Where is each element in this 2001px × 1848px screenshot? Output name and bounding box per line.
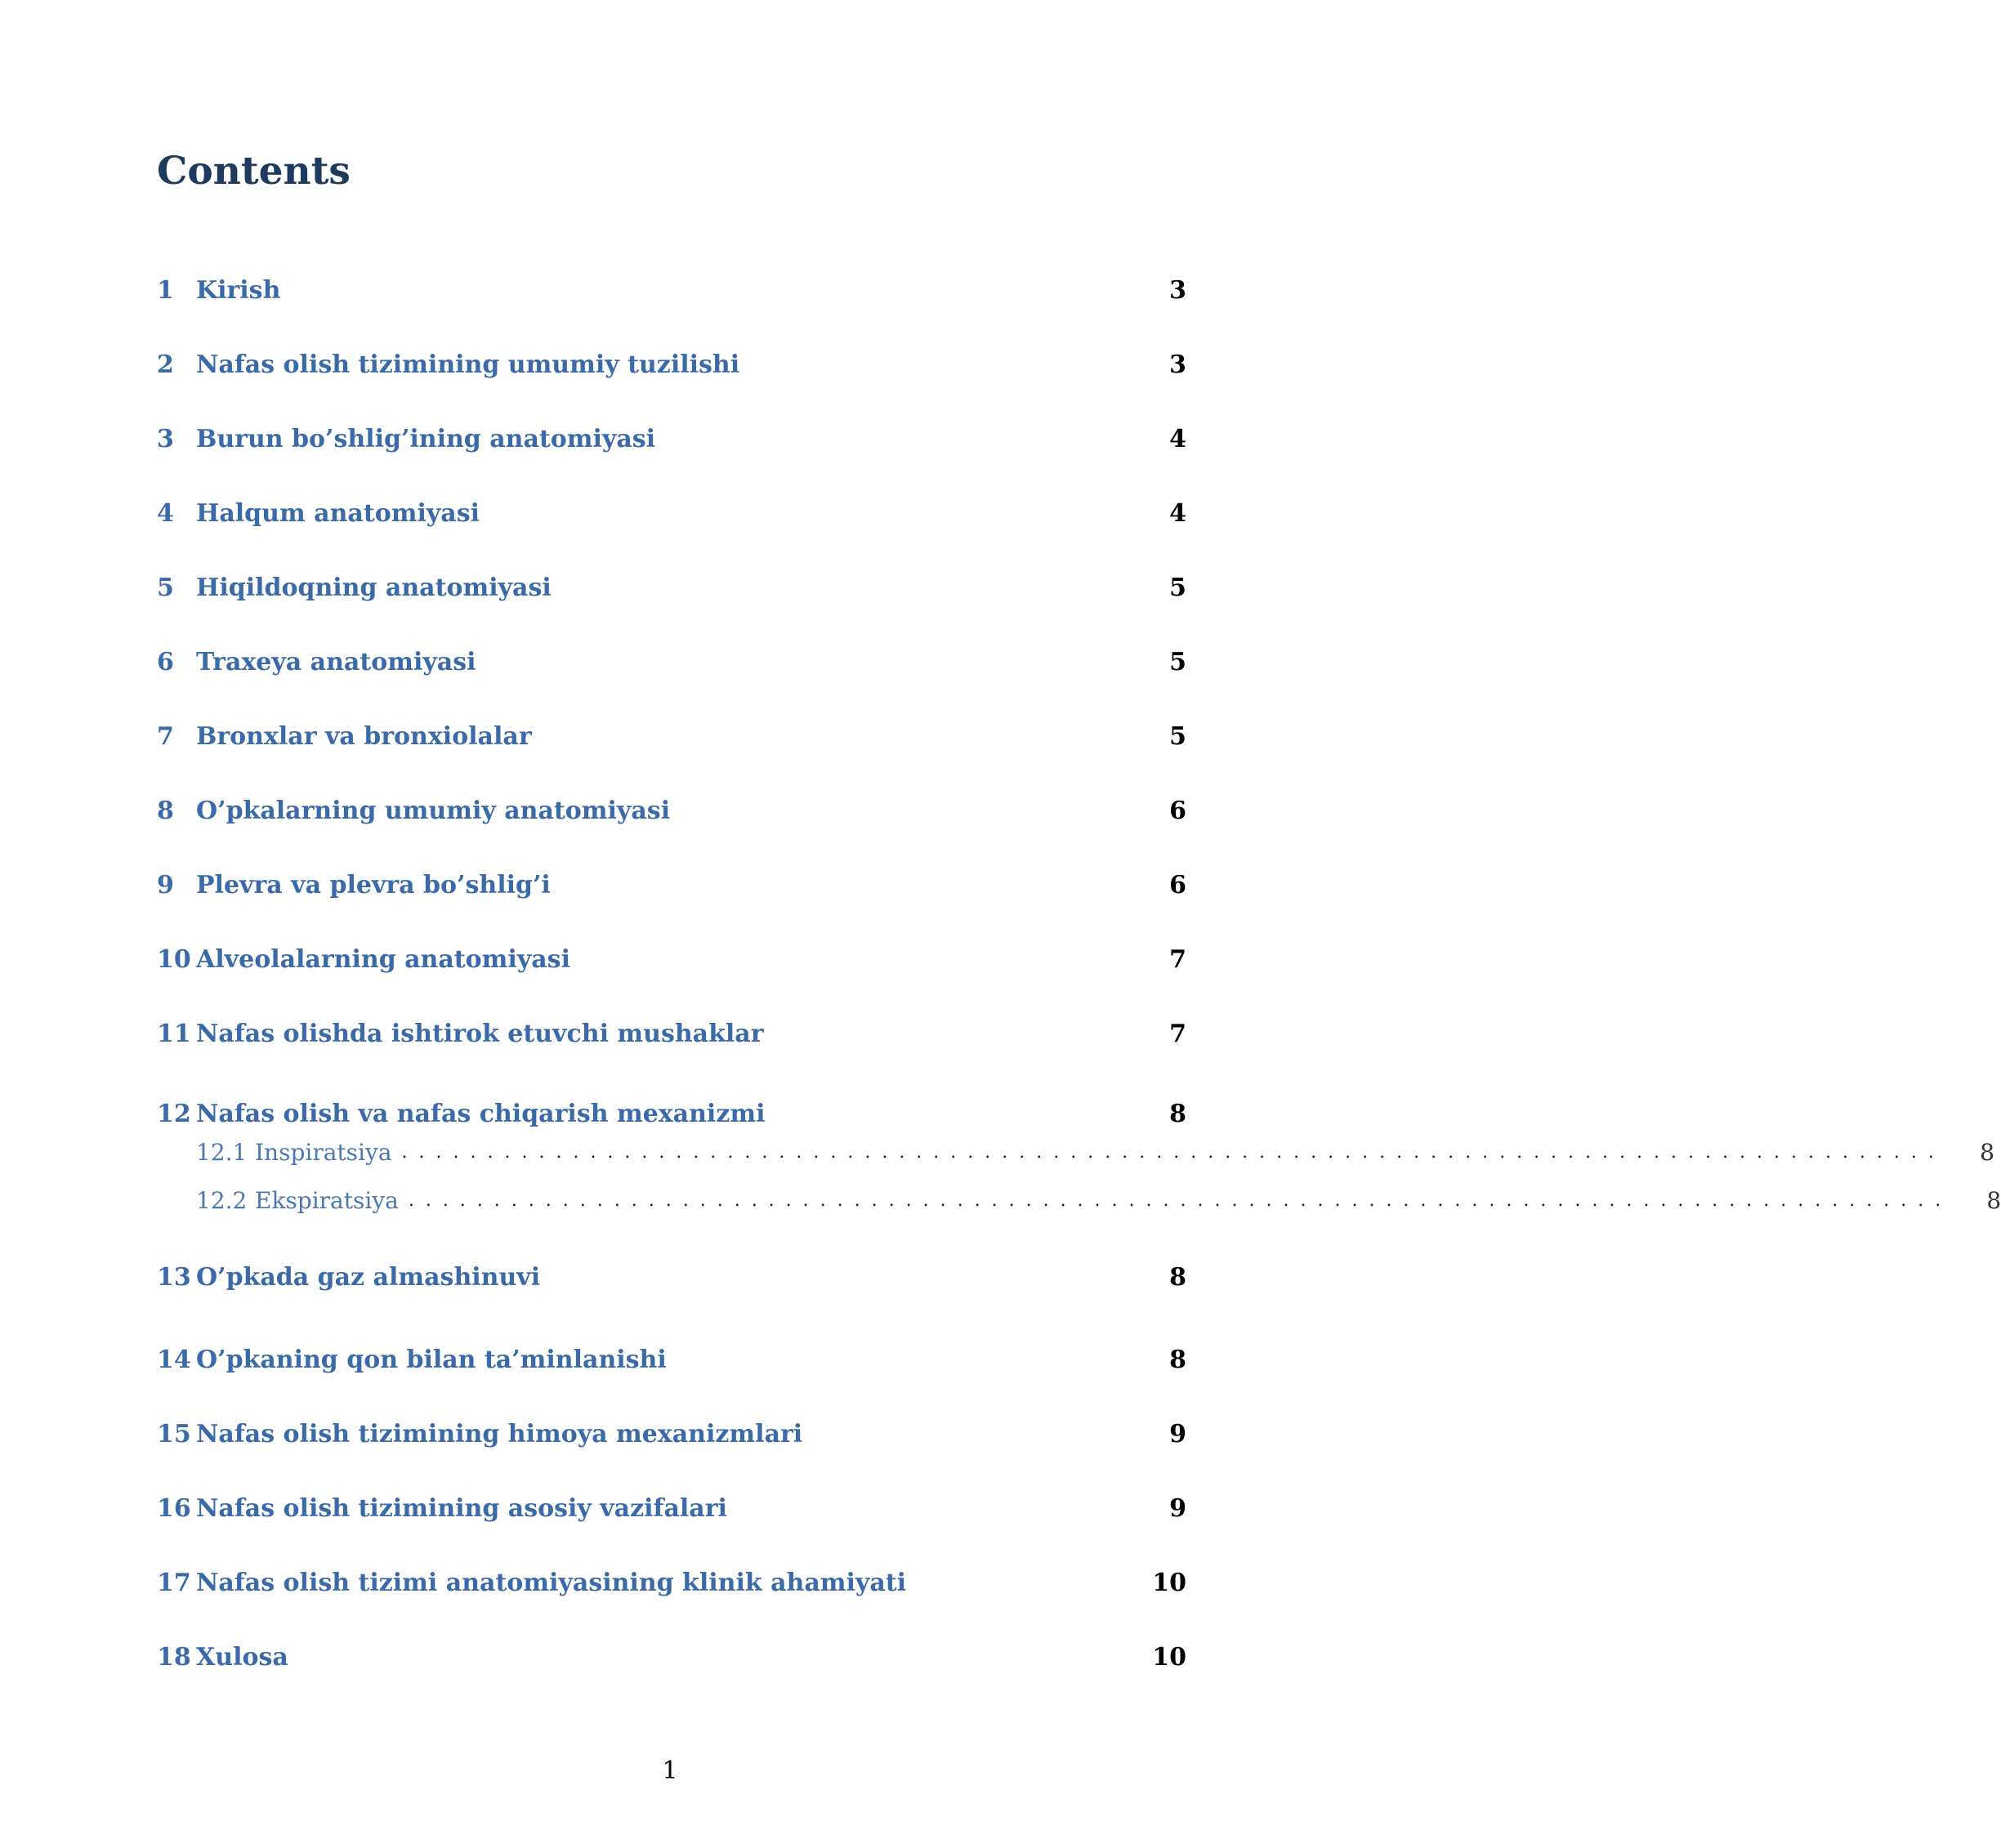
toc-entry-title[interactable]: Xulosa (196, 1643, 288, 1672)
toc-entry-title[interactable]: Burun bo’shlig’ining anatomiyasi (196, 425, 656, 453)
toc-entry-7[interactable] (157, 699, 1186, 774)
toc-entry-title[interactable]: Nafas olishda ishtirok etuvchi mushaklar (196, 1020, 764, 1048)
toc-entry-number: 1 (157, 276, 174, 305)
toc-entry-number: 8 (157, 797, 174, 825)
toc-entry-page: 4 (1169, 425, 1186, 453)
toc-entry-11[interactable] (157, 997, 1186, 1071)
toc-entry-number: 18 (157, 1643, 191, 1672)
dot-leader: .......................................................................................... (408, 1190, 1953, 1211)
toc-entry-number: 13 (157, 1262, 191, 1292)
toc-entry-title[interactable]: Kirish (196, 276, 281, 305)
toc-entry-number: 5 (157, 574, 174, 602)
toc-entry-number: 10 (157, 945, 191, 974)
toc-entry-number: 4 (157, 499, 174, 528)
toc-entry-number: 6 (157, 648, 174, 676)
toc-entry-18[interactable] (157, 1620, 1186, 1694)
toc-entry-title[interactable]: O’pkada gaz almashinuvi (196, 1262, 541, 1292)
toc-entry-4[interactable] (157, 476, 1186, 551)
toc-entry-12[interactable] (157, 1071, 1186, 1128)
toc-subentry-title[interactable]: Ekspiratsiya (255, 1187, 399, 1214)
dot-leader: .......................................................................................... (401, 1142, 1945, 1163)
toc-entry-17[interactable] (157, 1546, 1186, 1620)
toc-entry-title[interactable]: Hiqildoqning anatomiyasi (196, 574, 552, 602)
toc-entry-page: 7 (1169, 945, 1186, 974)
toc-entry-page: 9 (1169, 1420, 1186, 1448)
toc-entry-16[interactable] (157, 1471, 1186, 1546)
toc-entry-page: 8 (1169, 1100, 1186, 1128)
toc-entry-6[interactable] (157, 625, 1186, 699)
toc-entry-5[interactable] (157, 551, 1186, 625)
toc-entry-title[interactable]: Halqum anatomiyasi (196, 499, 480, 528)
toc-entry-number: 11 (157, 1020, 191, 1048)
toc-entry-page: 4 (1169, 499, 1186, 528)
toc-entry-1[interactable] (157, 253, 1186, 328)
toc-entry-number: 15 (157, 1420, 191, 1448)
toc-entry-number: 16 (157, 1494, 191, 1523)
toc-entry-2[interactable] (157, 328, 1186, 402)
toc-entry-page: 6 (1169, 871, 1186, 899)
toc-entry-title[interactable]: Nafas olish va nafas chiqarish mexanizmi (196, 1100, 766, 1128)
toc-entry-9[interactable] (157, 848, 1186, 922)
toc-entry-page: 3 (1169, 350, 1186, 379)
toc-entry-title[interactable]: O’pkaning qon bilan ta’minlanishi (196, 1346, 667, 1374)
toc-subentry-page: 8 (1986, 1187, 2001, 1214)
toc-entry-number: 9 (157, 871, 174, 899)
toc-entry-number: 3 (157, 425, 174, 453)
table-of-contents (157, 253, 2001, 1694)
toc-entry-15[interactable] (157, 1397, 1186, 1471)
toc-entry-10[interactable] (157, 922, 1186, 997)
toc-entry-13[interactable] (157, 1225, 1186, 1323)
toc-entry-title[interactable]: Nafas olish tizimi anatomiyasining klinik ahamiyati (196, 1569, 907, 1597)
toc-entry-page: 3 (1169, 276, 1186, 305)
toc-entry-page: 5 (1169, 574, 1186, 602)
toc-entry-number: 12 (157, 1100, 191, 1128)
toc-entry-page: 7 (1169, 1020, 1186, 1048)
toc-subentry-page: 8 (1980, 1139, 1994, 1166)
toc-entry-3[interactable] (157, 402, 1186, 476)
toc-entry-title[interactable]: Nafas olish tizimining umumiy tuzilishi (196, 350, 740, 379)
toc-entry-number: 2 (157, 350, 174, 379)
toc-subentry-12-2[interactable] (157, 1176, 2001, 1225)
toc-entry-page: 5 (1169, 722, 1186, 751)
page-number: 1 (662, 1756, 678, 1785)
toc-entry-page: 8 (1169, 1346, 1186, 1374)
toc-entry-14[interactable] (157, 1323, 1186, 1397)
toc-entry-number: 17 (157, 1569, 191, 1597)
toc-entry-title[interactable]: O’pkalarning umumiy anatomiyasi (196, 797, 671, 825)
toc-subentry-number: 12.1 (196, 1139, 248, 1166)
toc-entry-page: 5 (1169, 648, 1186, 676)
toc-entry-title[interactable]: Plevra va plevra bo’shlig’i (196, 871, 551, 899)
toc-entry-8[interactable] (157, 774, 1186, 848)
toc-subentry-12-1[interactable] (157, 1128, 1994, 1176)
toc-entry-page: 8 (1169, 1262, 1186, 1292)
page-title: Contents (157, 149, 351, 194)
toc-entry-title[interactable]: Bronxlar va bronxiolalar (196, 722, 532, 751)
toc-entry-page: 9 (1169, 1494, 1186, 1523)
toc-entry-title[interactable]: Nafas olish tizimining himoya mexanizmlari (196, 1420, 803, 1448)
toc-entry-page: 10 (1152, 1569, 1186, 1597)
toc-entry-number: 14 (157, 1346, 191, 1374)
toc-entry-number: 7 (157, 722, 174, 751)
toc-entry-page: 10 (1152, 1643, 1186, 1672)
toc-subentry-title[interactable]: Inspiratsiya (255, 1139, 392, 1166)
toc-entry-title[interactable]: Alveolalarning anatomiyasi (196, 945, 570, 974)
toc-entry-title[interactable]: Nafas olish tizimining asosiy vazifalari (196, 1494, 727, 1523)
toc-subentry-number: 12.2 (196, 1187, 248, 1214)
toc-entry-title[interactable]: Traxeya anatomiyasi (196, 648, 476, 676)
toc-entry-page: 6 (1169, 797, 1186, 825)
